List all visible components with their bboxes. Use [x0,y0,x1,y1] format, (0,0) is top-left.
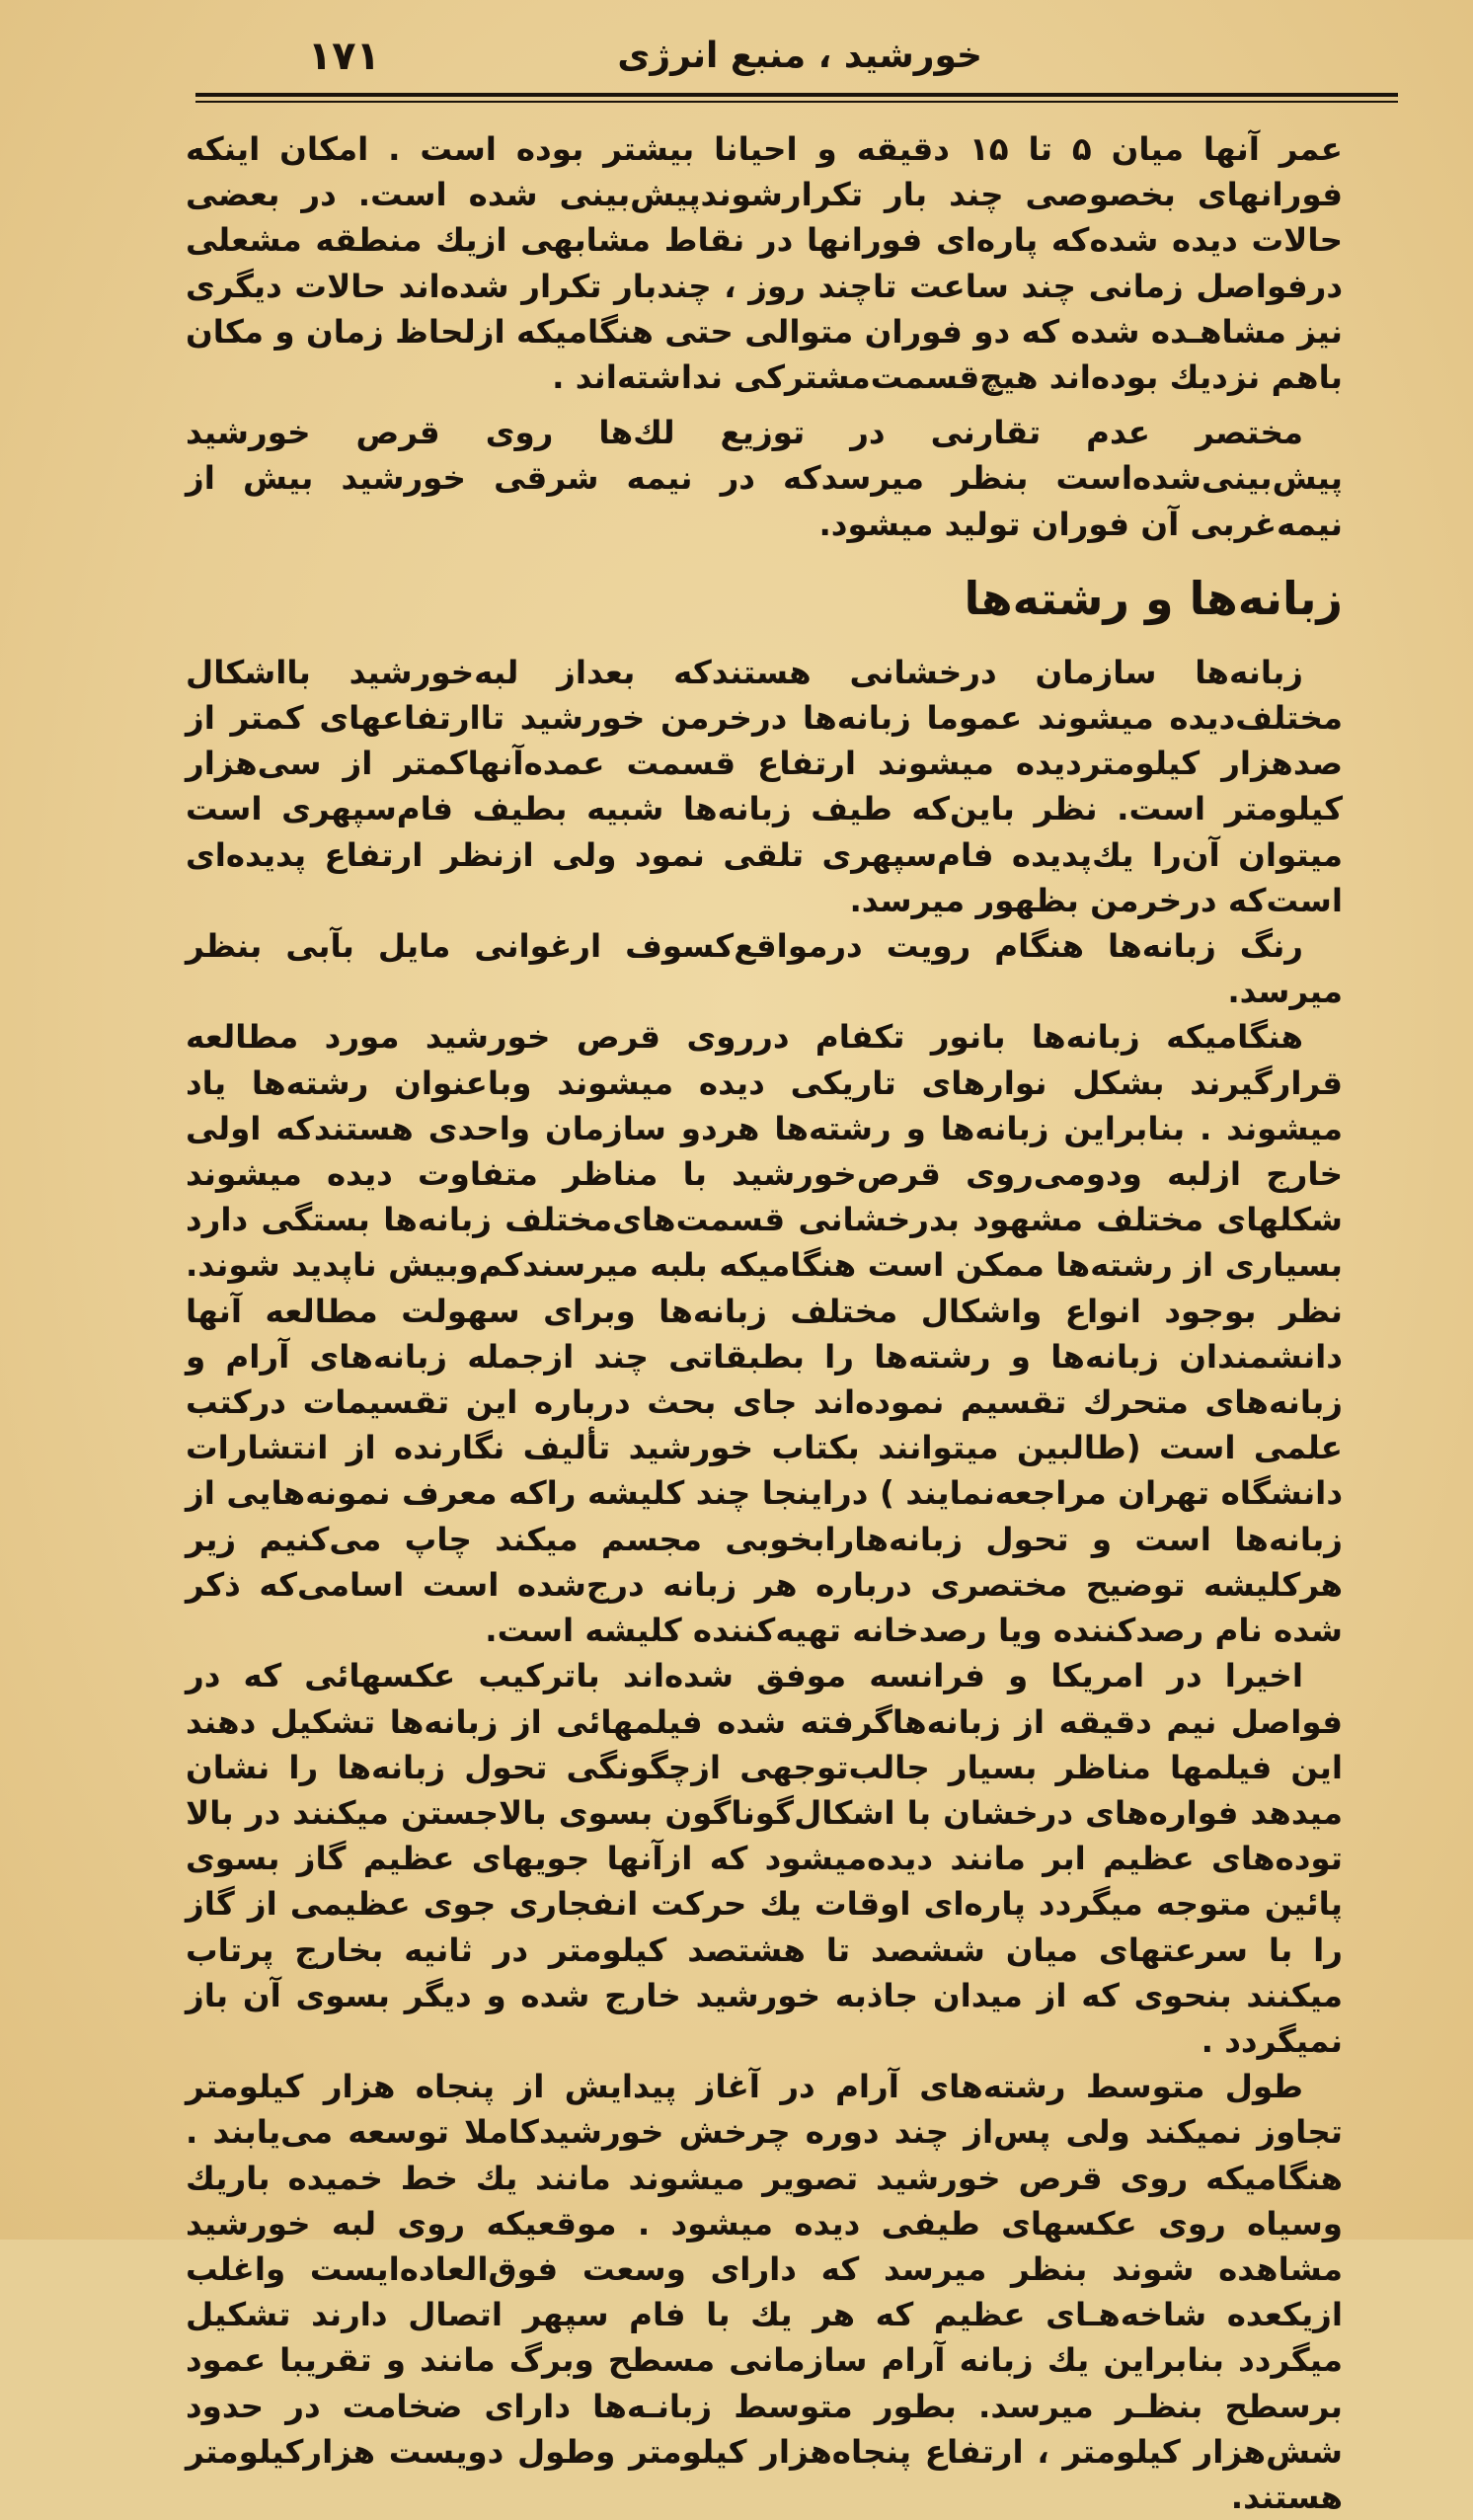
paragraph: هنگامیکه زبانه‌ها بانور تکفام درروی قرص خورشید مورد مطالعه قرارگیرند بشکل نوارهای تاریکی دیده میشوند وباعنوان رشته‌ها یاد میشوند . بنابراین زبانه‌ها و رشته‌ها هردو سازمان واحدی هستندکه اولی خارج ازلبه ودومی‌روی قرص‌خورشید با مناظر متفاوت دیده میشوند شکلهای مختلف مشهود بدرخشانی قسمت‌های‌مختلف زبانه‌ها بستگی دارد بسیاری از رشته‌ها ممکن است هنگامیکه بلبه میرسندکم‌وبیش ناپدید شوند. نظر بوجود انواع واشکال مختلف زبانه‌ها وبرای سهولت مطالعه آنها دانشمندان زبانه‌ها و رشته‌ها را بطبقاتی چند ازجمله زبانه‌های آرام و زبانه‌های متحرك تقسیم نموده‌اند جای بحث درباره این تقسیمات درکتب علمی است (طالبین میتوانند بکتاب خورشید تألیف نگارنده از انتشارات دانشگاه تهران مراجعه‌نمایند ) دراینجا چند کلیشه راکه معرف نمونه‌هایی از زبانه‌ها است و تحول زبانه‌هارابخوبی مجسم میکند چاپ می‌کنیم زیر هرکلیشه توضیح مختصری درباره هر زبانه درج‌شده است اسامی‌که ذکر شده نام رصدکننده ویا رصدخانه تهیه‌کننده کلیشه است. [186,1018,1343,1650]
page-number: ۱۷۱ [307,34,380,79]
header-rule [195,93,1398,97]
running-title: خورشید ، منبع انرژی [617,36,982,76]
paragraph: مختصر عدم تقارنی در توزیع لك‌ها روی قرص خورشید پیش‌بینی‌شده‌است بنظر میرسدکه در نیمه شرقی خورشید بیش از نیمه‌غربی آن فوران تولید میشود. [186,414,1343,543]
paragraph: رنگ زبانه‌ها هنگام رویت درمواقع‌کسوف ارغوانی مایل بآبی بنظر میرسد. [186,927,1343,1011]
header-rule-thin [195,101,1398,103]
paragraph: طول متوسط رشته‌های آرام در آغاز پیدایش از پنجاه هزار کیلومتر تجاوز نمیکند ولی پس‌از چند دوره چرخش خورشیدکاملا توسعه می‌یابند . هنگامیکه روی قرص خورشید تصویر میشوند مانند یك خط خمیده باریك وسیاه روی عکسهای طیفی دیده میشود . موقعیکه روی لبه خورشید مشاهده شوند بنظر میرسد که دارای وسعت فوق‌العاده‌ایست واغلب ازیکعده شاخه‌هـای عظیم که هر یك با فام سپهر اتصال دارند تشکیل میگردد بنابراین یك زبانه آرام سازمانی مسطح وبرگ مانند و تقریبا عمود برسطح بنظـر میرسد. بطور متوسط زبانـه‌ها دارای ضخامت در حدود شش‌هزار کیلومتر ، ارتفاع پنجاه‌هزار کیلومتر وطول دویست هزارکیلومتر هستند. [186,2068,1343,2516]
paragraph: اخیرا در امریکا و فرانسه موفق شده‌اند باترکیب عکسهائی که در فواصل نیم دقیقه از زبانه‌هاگرفته شده فیلمهائی از زبانه‌ها تشکیل دهند این فیلمها مناظر بسیار جالب‌توجهی ازچگونگی تحول زبانه‌ها را نشان میدهد فواره‌های درخشان با اشکال‌گوناگون بسوی بالاجستن میکنند در بالا توده‌های عظیم ابر مانند دیده‌میشود که ازآنها جویهای عظیم گاز بسوی پائین متوجه میگردد پاره‌ای اوقات یك حرکت انفجاری جوی عظیمی از گاز را با سرعتهای میان ششصد تا هشتصد کیلومتر در ثانیه بخارج پرتاب میکنند بنحوی که از میدان جاذبه خورشید خارج شده و دیگر بسوی آن باز نمیگردد . [186,1657,1343,2060]
paragraph: عمر آنها میان ۵ تا ۱۵ دقیقه و احیانا بیشتر بوده است . امکان اینکه فورانهای بخصوصی چند بار تکرارشوندپیش‌بینی شده است. در بعضی حالات دیده شده‌که پاره‌ای فورانها در نقاط مشابهی ازیك منطقه مشعلی درفواصل زمانی چند ساعت تاچند روز ، چندبار تکرار شده‌اند حالات دیگری نیز مشاهـده شده که دو فوران متوالی حتی هنگامیکه ازلحاظ زمان و مکان باهم نزدیك بوده‌اند هیچ‌قسمت‌مشترکی نداشته‌اند . [186,130,1343,397]
page-header [193,32,1397,91]
paragraph: زبانه‌ها سازمان درخشانی هستندکه بعداز لبه‌خورشید بااشکال مختلف‌دیده میشوند عموما زبانه‌ها درخرمن خورشید تاارتفاعهای کمتر از صدهزار کیلومتردیده میشوند ارتفاع قسمت عمده‌آنهاکمتر از سی‌هزار کیلومتر است. نظر باین‌که طیف زبانه‌ها شبیه بطیف فام‌سپهری است میتوان آن‌را یك‌پدیده فام‌سپهری تلقی نمود ولی ازنظر ارتفاع پدیده‌ای است‌که درخرمن بظهور میرسد. [186,653,1343,919]
section-heading: زبانه‌ها و رشته‌ها [964,571,1343,625]
page-body [186,126,1343,2520]
